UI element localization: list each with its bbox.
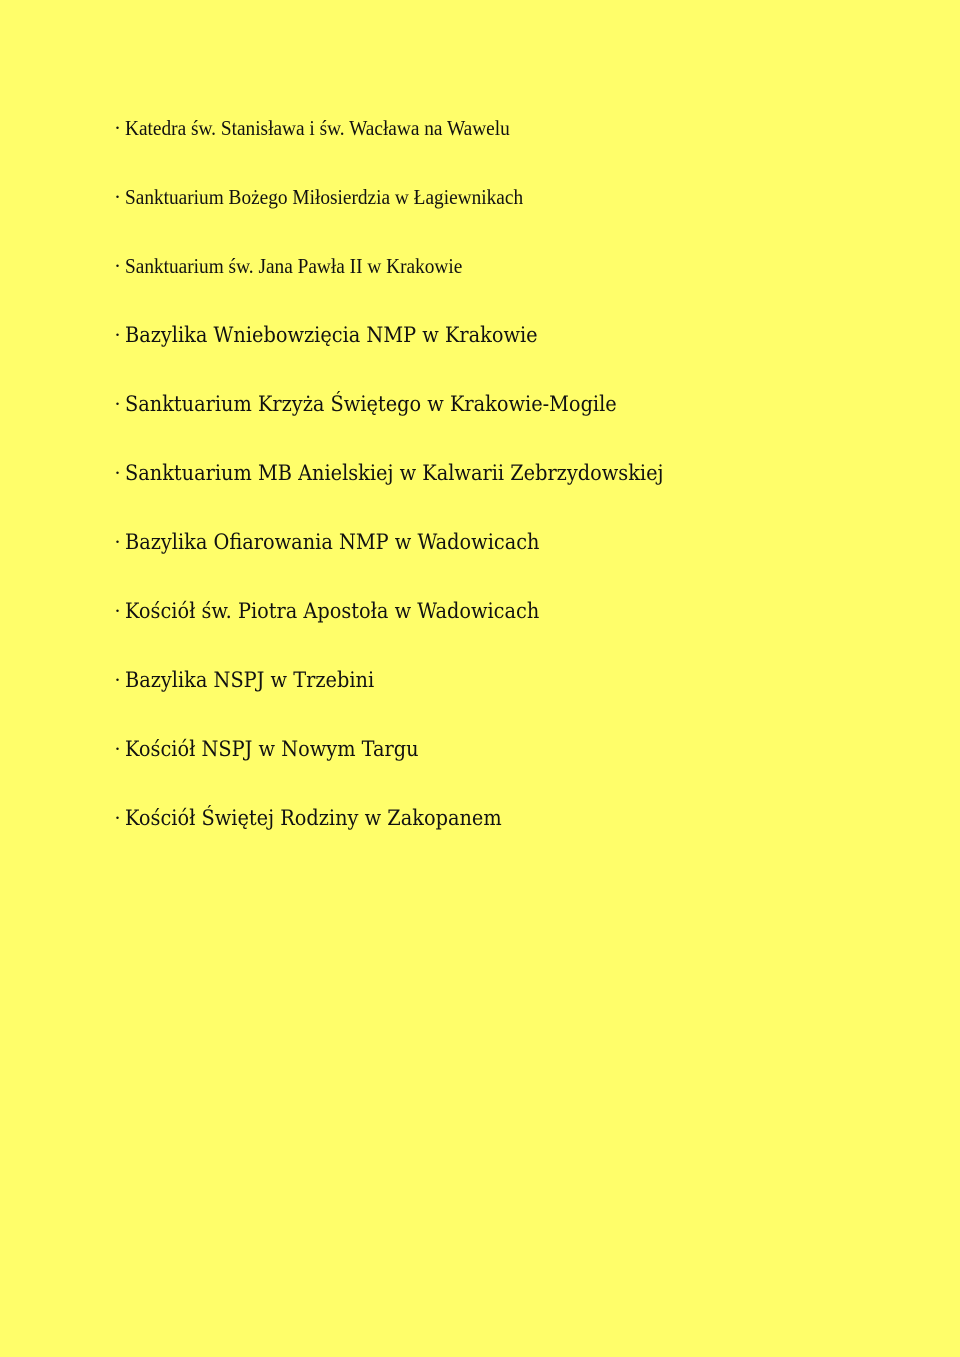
list-item (114, 315, 710, 384)
list-item (114, 108, 710, 177)
bullet-icon: · (114, 185, 121, 209)
list-item (114, 798, 710, 867)
list-item-text: Kościół św. Piotra Apostoła w Wadowicach (125, 599, 540, 623)
list-item (114, 660, 710, 729)
bullet-icon: · (114, 392, 121, 416)
list-item (114, 246, 710, 315)
bullet-icon: · (114, 599, 121, 623)
list-item-text: Kościół Świętej Rodziny w Zakopanem (125, 806, 502, 830)
list-item-text: Sanktuarium św. Jana Pawła II w Krakowie (125, 254, 463, 278)
list-item-text: Sanktuarium Bożego Miłosierdzia w Łagiewnikach (125, 185, 524, 209)
list-item-text: Bazylika Wniebowzięcia NMP w Krakowie (125, 323, 538, 347)
bullet-icon: · (114, 737, 121, 761)
list-item (114, 453, 710, 522)
bullet-icon: · (114, 254, 121, 278)
list-item-text: Sanktuarium Krzyża Świętego w Krakowie-Mogile (125, 392, 617, 416)
list-item (114, 522, 710, 591)
sanctuary-list (114, 108, 710, 867)
list-item-text: Kościół NSPJ w Nowym Targu (125, 737, 419, 761)
list-item-text: Katedra św. Stanisława i św. Wacława na Wawelu (125, 116, 510, 140)
list-item (114, 591, 710, 660)
bullet-icon: · (114, 668, 121, 692)
list-item-text: Sanktuarium MB Anielskiej w Kalwarii Zebrzydowskiej (125, 461, 664, 485)
list-item (114, 384, 710, 453)
list-item (114, 729, 710, 798)
bullet-icon: · (114, 806, 121, 830)
list-item (114, 177, 710, 246)
list-item-text: Bazylika NSPJ w Trzebini (125, 668, 375, 692)
bullet-icon: · (114, 530, 121, 554)
bullet-icon: · (114, 461, 121, 485)
bullet-icon: · (114, 116, 121, 140)
list-item-text: Bazylika Ofiarowania NMP w Wadowicach (125, 530, 540, 554)
bullet-icon: · (114, 323, 121, 347)
